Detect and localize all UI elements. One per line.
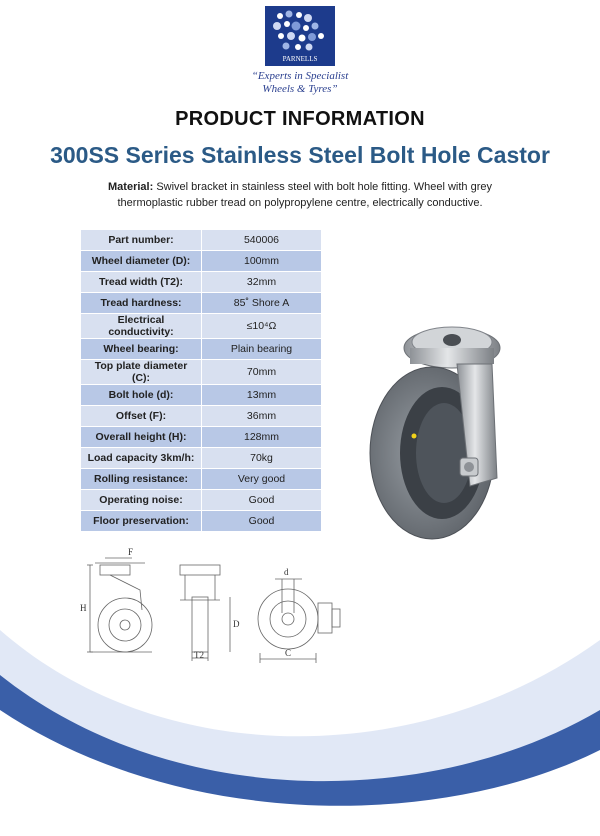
spec-label: Electrical conductivity: [81, 314, 202, 339]
table-row [81, 490, 322, 511]
spec-label: Rolling resistance: [81, 469, 202, 490]
table-row [81, 272, 322, 293]
product-title: 300SS Series Stainless Steel Bolt Hole Castor [50, 142, 550, 168]
spec-value: 70mm [202, 360, 322, 385]
table-row [81, 511, 322, 532]
spec-value: Plain bearing [202, 339, 322, 360]
spec-label: Part number: [81, 230, 202, 251]
castor-product-image [352, 318, 527, 543]
spec-value: 540006 [202, 230, 322, 251]
material-description [90, 179, 510, 211]
table-row [81, 314, 322, 339]
spec-value: 100mm [202, 251, 322, 272]
spec-value: Very good [202, 469, 322, 490]
spec-label: Floor preservation: [81, 511, 202, 532]
spec-value: ≤10⁴Ω [202, 314, 322, 339]
tagline-line-2: Wheels & Tyres” [262, 83, 338, 95]
tagline-line-1: “Experts in Specialist [251, 70, 349, 82]
table-row [81, 230, 322, 251]
table-row [81, 448, 322, 469]
table-row [81, 293, 322, 314]
material-text: Swivel bracket in stainless steel with bolt hole fitting. Wheel with grey thermoplastic rubber tread on polypropylene centre, electrically conductive. [117, 181, 492, 209]
spec-label: Wheel bearing: [81, 339, 202, 360]
spec-label: Top plate diameter (C): [81, 360, 202, 385]
drawing-label-t2: T2 [194, 650, 204, 660]
spec-label: Operating noise: [81, 490, 202, 511]
spec-value: 32mm [202, 272, 322, 293]
table-row [81, 251, 322, 272]
spec-label: Tread width (T2): [81, 272, 202, 293]
spec-value: Good [202, 511, 322, 532]
table-row [81, 385, 322, 406]
material-label: Material: [108, 181, 154, 193]
spec-label: Overall height (H): [81, 427, 202, 448]
spec-value: 36mm [202, 406, 322, 427]
drawing-label-h: H [80, 603, 87, 613]
page-heading: PRODUCT INFORMATION [175, 108, 425, 130]
spec-value: 85˚ Shore A [202, 293, 322, 314]
spec-value: 13mm [202, 385, 322, 406]
spec-label: Wheel diameter (D): [81, 251, 202, 272]
spec-value: 70kg [202, 448, 322, 469]
logo-wordmark: PARNELLS [282, 55, 318, 63]
spec-value: Good [202, 490, 322, 511]
drawing-label-d-diameter: D [233, 619, 240, 629]
decorative-swoosh [0, 560, 600, 836]
spec-label: Offset (F): [81, 406, 202, 427]
drawing-label-f: F [128, 547, 134, 557]
drawing-label-d-bolt: d [284, 567, 289, 577]
table-row [81, 339, 322, 360]
table-row [81, 360, 322, 385]
spec-label: Bolt hole (d): [81, 385, 202, 406]
drawing-label-c: C [285, 648, 292, 658]
spec-value: 128mm [202, 427, 322, 448]
parnells-logo [265, 6, 335, 66]
table-row [81, 469, 322, 490]
spec-label: Tread hardness: [81, 293, 202, 314]
table-row [81, 406, 322, 427]
specs-table [80, 229, 322, 532]
spec-label: Load capacity 3km/h: [81, 448, 202, 469]
table-row [81, 427, 322, 448]
